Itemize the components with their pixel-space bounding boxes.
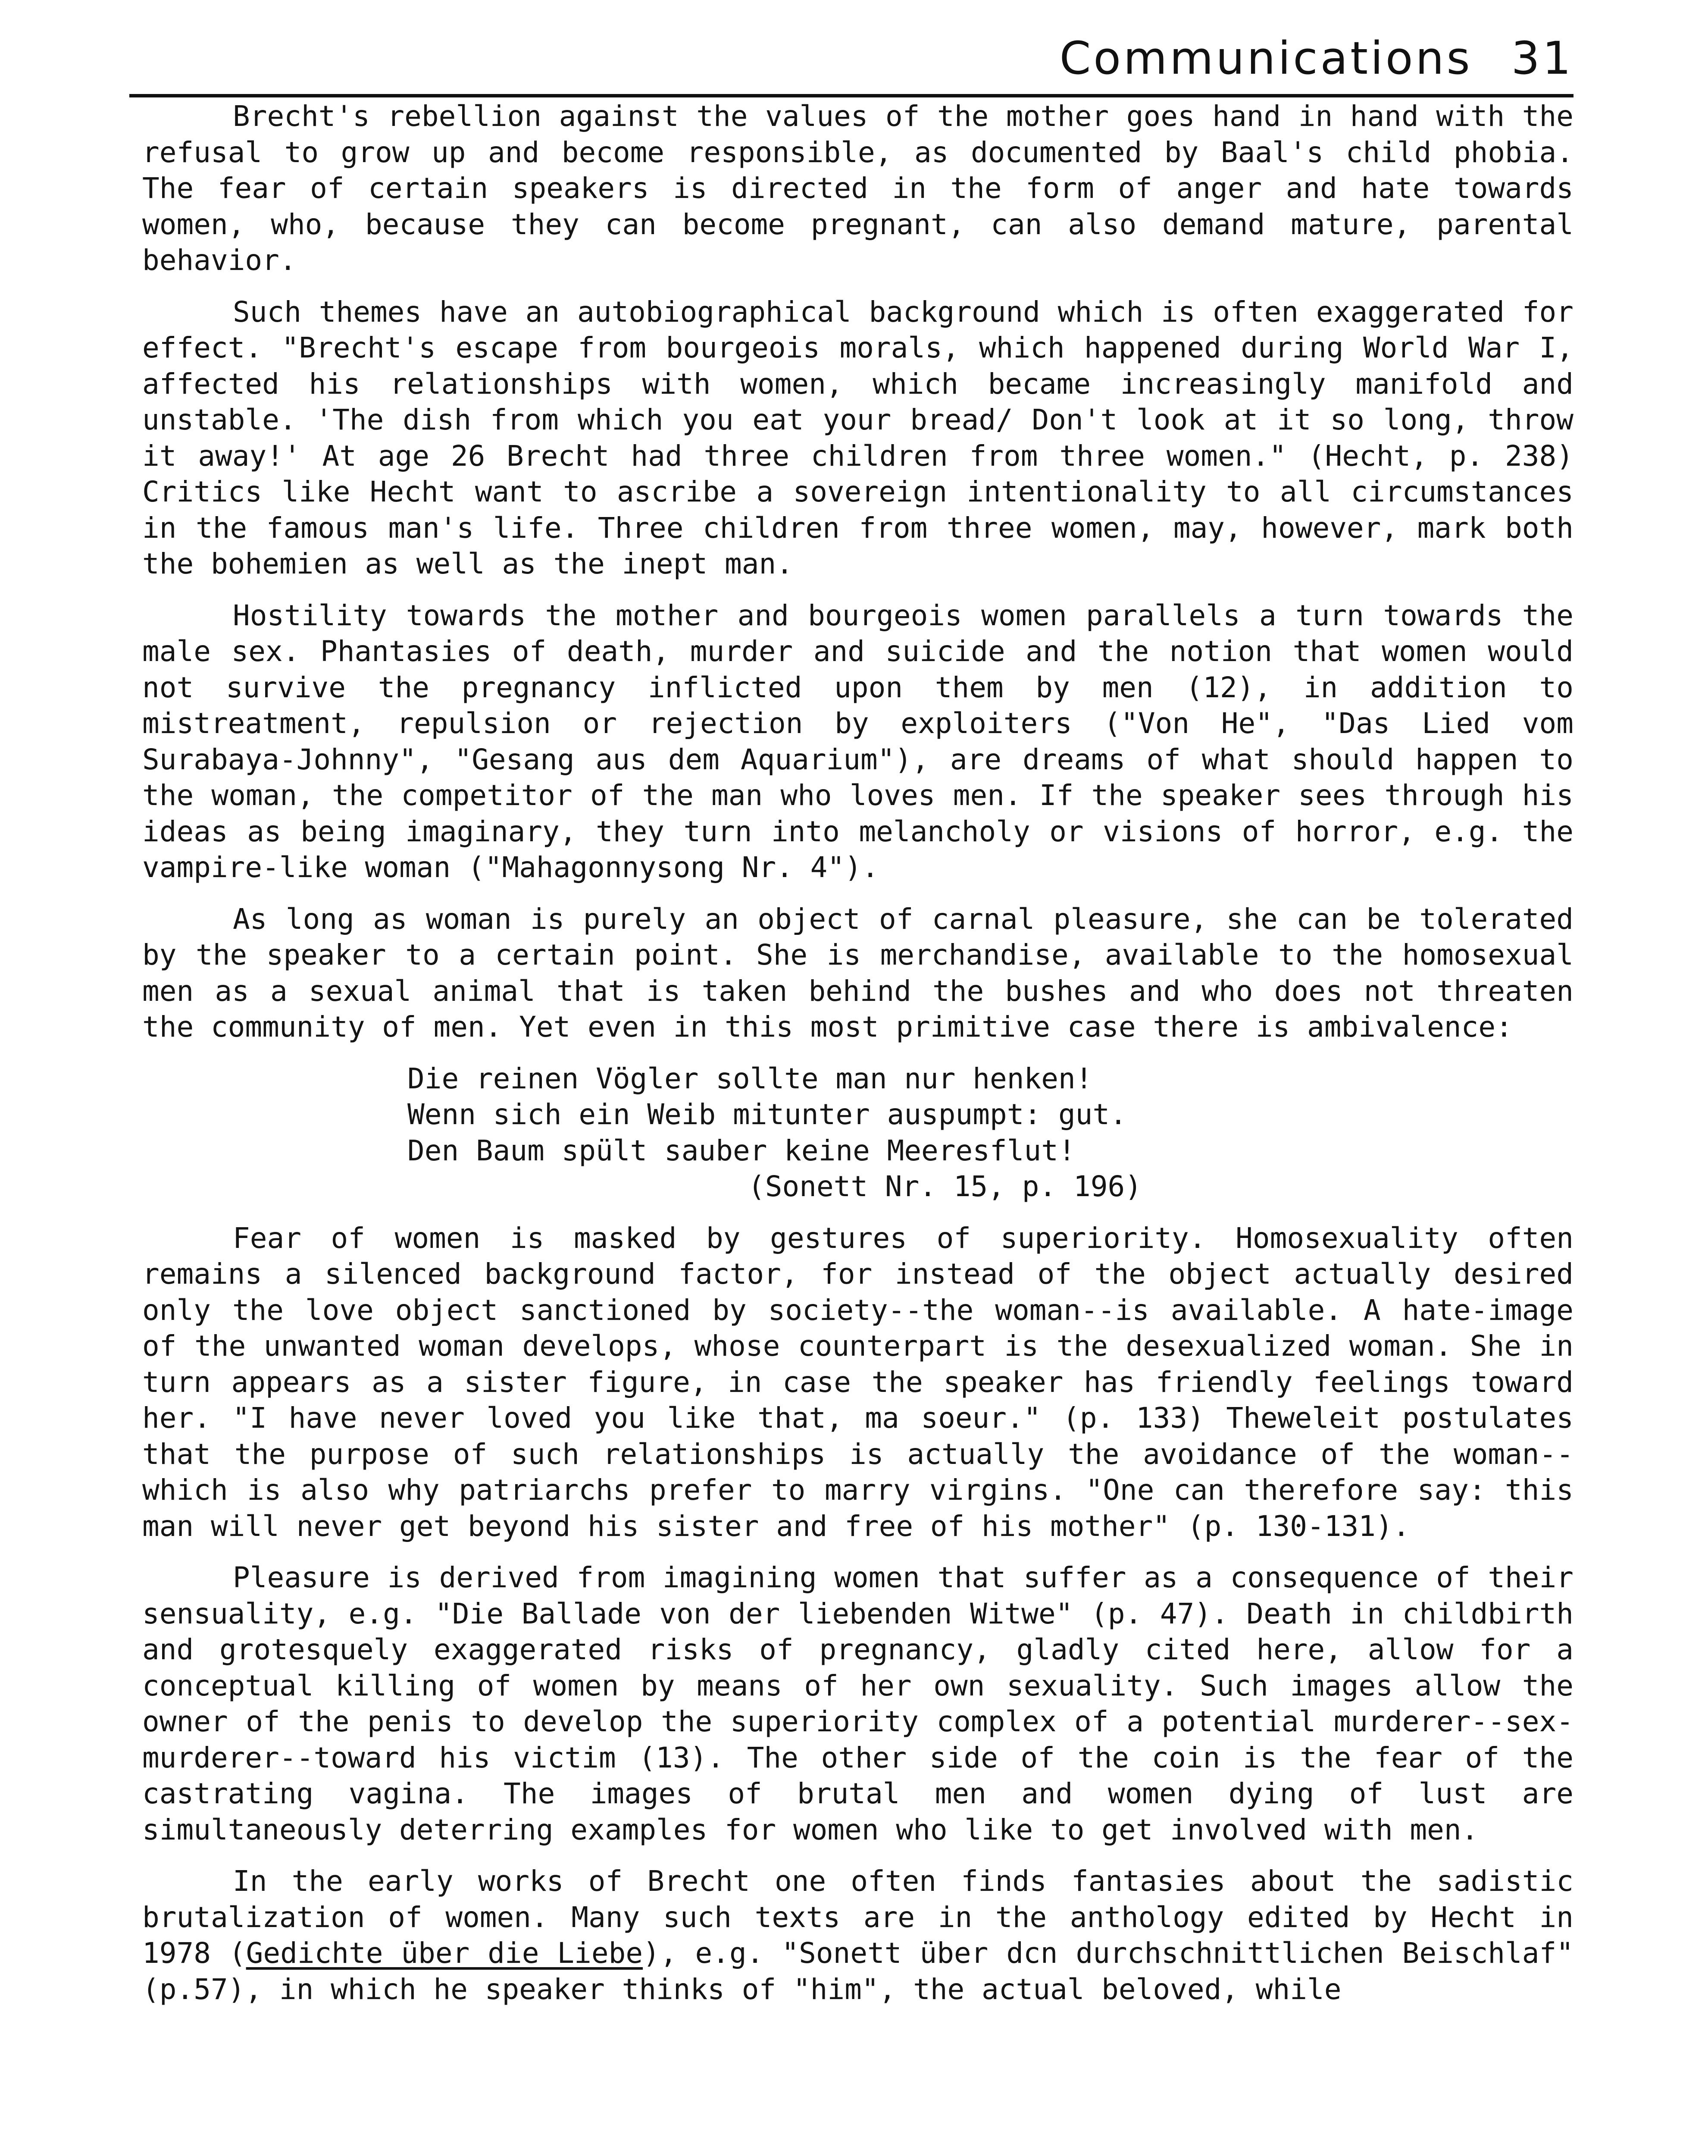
poem-citation: (Sonett Nr. 15, p. 196) [748,1170,1142,1203]
poem-line-2: Wenn sich ein Weib mitunter auspumpt: gut. [407,1098,1127,1131]
poem-line-3: Den Baum spült sauber keine Meeresflut! [407,1134,1076,1167]
page-number: 31 [1511,32,1573,85]
paragraph-4: As long as woman is purely an object of carnal pleasure, she can be tolerated by the speaker to a certain point. She is merchandise, available to the homosexual men as a sexual animal that is taken behind the bushes and who does not threaten the community of men. Yet even in this most primitive case there is ambivalence: [142,902,1573,1044]
paragraph-5: Fear of women is masked by gestures of superiority. Homosexuality often remains a silenced background factor, for instead of the object actually desired only the love object sanctioned by society--the woman--is available. A hate-image of the unwanted woman develops, whose counterpart is the desexualized woman. She in turn appears as a sister figure, in case the speaker has friendly feelings toward her. "I have never loved you like that, ma soeur." (p. 133) Theweleit postulates that the purpose of such relationships is actually the avoidance of the woman--which is also why patriarchs prefer to marry virgins. "One can therefore say: this man will never get beyond his sister and free of his mother" (p. 130-131). [142,1221,1573,1543]
paragraph-2: Such themes have an autobiographical background which is often exaggerated for effect. "Brecht's escape from bourgeois morals, which happened during World War I, affected his relationships with women, which became increasingly manifold and unstable. 'The dish from which you eat your bread/ Don't look at it so long, throw it away!' At age 26 Brecht had three children from three women." (Hecht, p. 238) Critics like Hecht want to ascribe a sovereign intentionality to all circumstances in the famous man's life. Three children from three women, may, however, mark both the bohemien as well as the inept man. [142,295,1573,580]
paragraph-7 [142,1863,1573,2007]
header-rule [129,94,1573,97]
journal-title: Communications [1059,32,1473,85]
paragraph-3: Hostility towards the mother and bourgeois women parallels a turn towards the male sex. Phantasies of death, murder and suicide and the notion that women would not survive the pregnancy inflicted upon them by men (12), in addition to mistreatment, repulsion or rejection by exploiters ("Von He", "Das Lied vom Surabaya-Johnny", "Gesang aus dem Aquarium"), are dreams of what should happen to the woman, the competitor of the man who loves men. If the speaker sees through his ideas as being imaginary, they turn into melancholy or visions of horror, e.g. the vampire-like woman ("Mahagonnysong Nr. 4"). [142,599,1573,884]
book-title: Gedichte über die Liebe [246,1937,643,1970]
poem-line-1: Die reinen Vögler sollte man nur henken! [407,1062,1093,1095]
poem-quote [142,1061,1573,1205]
page-header [129,30,1573,95]
body-text [142,98,1573,2023]
paragraph-1: Brecht's rebellion against the values of the mother goes hand in hand with the refusal to grow up and become responsible, as documented by Baal's child phobia. The fear of certain speakers is directed in the form of anger and hate towards women, who, because they can become pregnant, can also demand mature, parental behavior. [142,100,1573,277]
paragraph-7-end: ), e.g. "Sonett über dcn durchschnittlichen Beischlaf" (p.57), in which he speaker thinks of "him", the actual beloved, while [142,1937,1573,2006]
running-head [1060,32,1573,85]
paragraph-7-start: In the early works of Brecht one often finds fantasies about the sadistic brutalization of women. Many such texts are in the anthology edited by Hecht in 1978 ( [142,1865,1573,1970]
paragraph-6: Pleasure is derived from imagining women that suffer as a consequence of their sensuality, e.g. "Die Ballade von der liebenden Witwe" (p. 47). Death in childbirth and grotesquely exaggerated risks of pregnancy, gladly cited here, allow for a conceptual killing of women by means of her own sexuality. Such images allow the owner of the penis to develop the superiority complex of a potential murderer--sex-murderer--toward his victim (13). The other side of the coin is the fear of the castrating vagina. The images of brutal men and women dying of lust are simultaneously deterring examples for women who like to get involved with men. [142,1561,1573,1846]
